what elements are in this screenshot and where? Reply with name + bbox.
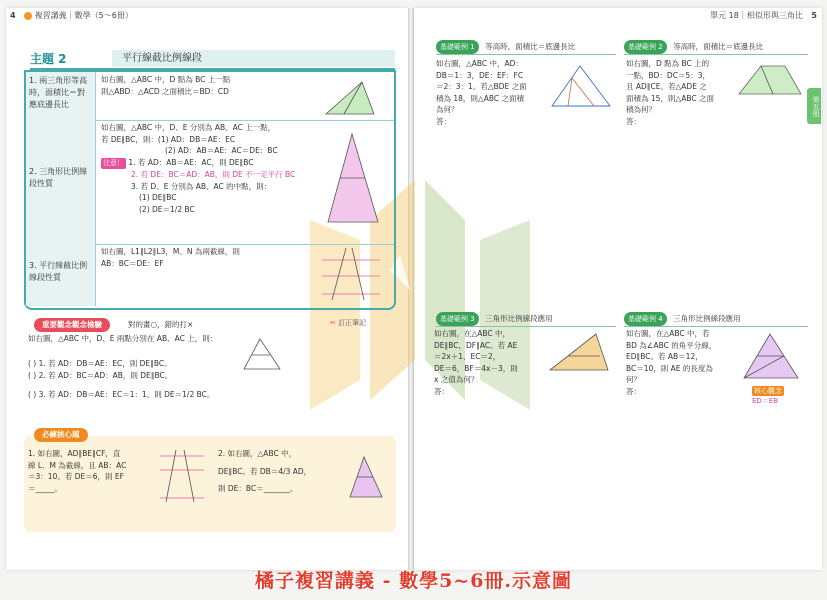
example-line: DE∥BC，DF∥AC。若 AE	[434, 340, 518, 350]
core-q2	[218, 448, 311, 495]
core-q1-line: 1. 如右圖，AD∥BE∥CF，直	[28, 449, 121, 458]
example-4-title: 三角形比例線段應用	[673, 314, 741, 323]
example-line: 面積為 15，則△ABC 之面	[626, 93, 714, 103]
example-line: 一點，BD：DC＝5：3，	[626, 70, 710, 80]
row-text	[101, 74, 304, 97]
example-line: DB＝1：3，DE：EF：FC	[436, 70, 524, 80]
concept-row-3	[26, 244, 394, 306]
example-1-body	[436, 58, 527, 127]
note-line	[101, 157, 304, 170]
example-3-header	[436, 312, 616, 327]
core-q1-line: ＝_____。	[28, 483, 62, 493]
example-2-title: 等高時，面積比＝底邊長比	[673, 42, 764, 51]
example-line: 如右圖，在△ABC 中，若	[626, 329, 710, 338]
quiz-title: 重要觀念觀念檢驗	[34, 318, 110, 332]
example-line: 答：	[626, 386, 641, 396]
topic-title	[30, 50, 395, 70]
example-line: 如右圖，在△ABC 中，	[434, 329, 511, 338]
example-line: 積為何？	[626, 105, 656, 114]
example-line: DE＝6，BF＝4x－3，則	[434, 363, 518, 373]
example-3-badge: 基礎範例 3	[436, 312, 479, 326]
concept-row-2	[26, 120, 394, 245]
right-page-number: 5	[811, 11, 817, 20]
example-4-tip	[752, 386, 784, 406]
row-line: 如右圖，L1∥L2∥L3，M、N 為兩截線，則	[101, 247, 240, 256]
example-2-figure	[735, 62, 805, 102]
correction-note	[330, 318, 366, 328]
note-text: 2. 若 DE：BC＝AD：AB，則 DE 不一定平行 BC	[131, 170, 296, 179]
left-header-title: 複習講義｜數學（5～6冊）	[34, 11, 133, 20]
example-1-title: 等高時，面積比＝底邊長比	[485, 42, 576, 51]
tip-text: ED＝EB	[752, 397, 779, 405]
concept-table	[24, 70, 396, 310]
correction-note-label: 訂正筆記	[338, 319, 367, 327]
row-label: 2. 三角形比例線段性質	[26, 120, 96, 244]
note-text: (1) DE∥BC	[139, 193, 177, 202]
example-2-badge: 基礎範例 2	[624, 40, 667, 54]
row-line: 如右圖，△ABC 中，D、E 分別為 AB、AC 上一點，	[101, 123, 276, 132]
row-line: 若 DE∥BC，則：(1) AD：DB＝AE：EC	[101, 134, 236, 144]
core-q2-line: 則 DE：BC＝_______。	[218, 484, 298, 493]
volume-side-tab[interactable]: 第五冊	[807, 88, 821, 124]
core-q2-line: DE∥BC。若 DB＝4/3 AD，	[218, 466, 312, 476]
example-1-figure	[548, 62, 614, 110]
example-line: 且 AD∥CE。若△ADE 之	[626, 82, 707, 91]
core-title: 必練核心題	[34, 428, 88, 442]
example-3-title: 三角形比例線段應用	[485, 314, 553, 323]
example-1-badge: 基礎範例 1	[436, 40, 479, 54]
example-line: ＝2x＋1，EC＝2，	[434, 352, 501, 361]
example-line: ＝2：3：1。若△BDE 之面	[436, 82, 527, 91]
example-line: 何？	[626, 375, 641, 384]
topic-name: 平行線截比例線段	[112, 50, 395, 67]
quiz-item: ( ) 3. 若 AD：DB＝AE：EC＝1：1，則 DE＝1/2 BC。	[28, 390, 215, 399]
example-line: 如右圖，D 點為 BC 上的	[626, 59, 710, 68]
orange-icon	[24, 12, 32, 20]
example-4-badge: 基礎範例 4	[624, 312, 667, 326]
example-4-body	[626, 328, 716, 397]
row-line: 則△ABD：△ACD 之面積比＝BD：CD	[101, 86, 229, 96]
row-line: AB：BC＝DE：EF	[101, 258, 164, 268]
example-line: x 之值為何？	[434, 375, 479, 384]
example-line: BC＝10，則 AE 的長度為	[626, 363, 713, 373]
example-1-header	[436, 40, 616, 55]
triangle-de-figure	[320, 128, 384, 228]
core-q1-line: ＝3：10。若 DE＝6，則 EF	[28, 472, 124, 481]
triangle-figure	[318, 78, 384, 118]
quiz-intro: 如右圖，△ABC 中，D、E 兩點分別在 AB、AC 上，則：	[28, 334, 218, 343]
example-3-figure	[546, 330, 612, 374]
example-line: ED∥BC。若 AB＝12，	[626, 352, 703, 361]
row-line: 如右圖，△ABC 中，D 點為 BC 上一點	[101, 75, 231, 84]
tip-badge: 核心觀念	[754, 387, 782, 395]
caption-banner: 橘子複習講義 - 數學5~6冊.示意圖	[254, 570, 573, 592]
note-text: 3. 若 D、E 分別為 AB、AC 的中點，則：	[131, 181, 272, 191]
row-text	[101, 246, 304, 269]
example-line: 為何？	[436, 105, 459, 114]
example-line: 如右圖，△ABC 中，AD：	[436, 59, 523, 68]
note-text: (2) DE＝1/2 BC	[139, 204, 195, 214]
example-2-header	[624, 40, 808, 55]
quiz-instruction: 對的畫○，錯的打×	[128, 320, 194, 329]
quiz-triangle-figure	[240, 335, 290, 375]
core-q1-line: 線 L、M 為截線，且 AB：AC	[28, 460, 127, 470]
quiz-item: ( ) 1. 若 AD：DB＝AE：EC，則 DE∥BC。	[28, 359, 172, 368]
row-label: 1. 兩三角形等高時，面積比＝對應底邊長比	[26, 72, 96, 120]
example-4-header	[624, 312, 808, 327]
core-q2-figure	[346, 455, 388, 501]
row-label: 3. 平行線截比例線段性質	[26, 244, 96, 306]
row-line: (2) AD：AB＝AE：AC＝DE：BC	[165, 146, 278, 155]
left-page-number: 4	[10, 11, 16, 20]
core-q1	[28, 448, 126, 494]
row-text	[101, 122, 304, 215]
concept-row-1	[26, 72, 394, 121]
quiz-item: ( ) 2. 若 AD：BC＝AD：AB，則 DE∥BC。	[28, 370, 173, 380]
right-header-title: 單元 18｜相似形與三角比	[710, 11, 803, 20]
example-line: 答：	[626, 116, 641, 126]
core-q2-line: 2. 如右圖，△ABC 中，	[218, 449, 297, 458]
example-4-figure	[740, 330, 804, 382]
example-line: BD 為∠ABC 的角平分線，	[626, 340, 717, 350]
example-2-body	[626, 58, 714, 127]
example-line: 積為 18，則△ABC 之面積	[436, 93, 524, 103]
parallel-lines-figure	[320, 246, 384, 302]
quiz-list	[28, 358, 214, 401]
scissors-icon: ✂	[330, 319, 336, 327]
example-line: 答：	[434, 386, 449, 396]
core-q1-figure	[158, 448, 208, 504]
example-line: 答：	[436, 116, 451, 126]
note-text: 1. 若 AD：AB＝AE：AC，則 DE∥BC	[128, 157, 254, 167]
topic-tag: 主題 2	[30, 52, 67, 66]
example-3-body	[434, 328, 518, 397]
note-tag: 注意！	[101, 158, 126, 170]
